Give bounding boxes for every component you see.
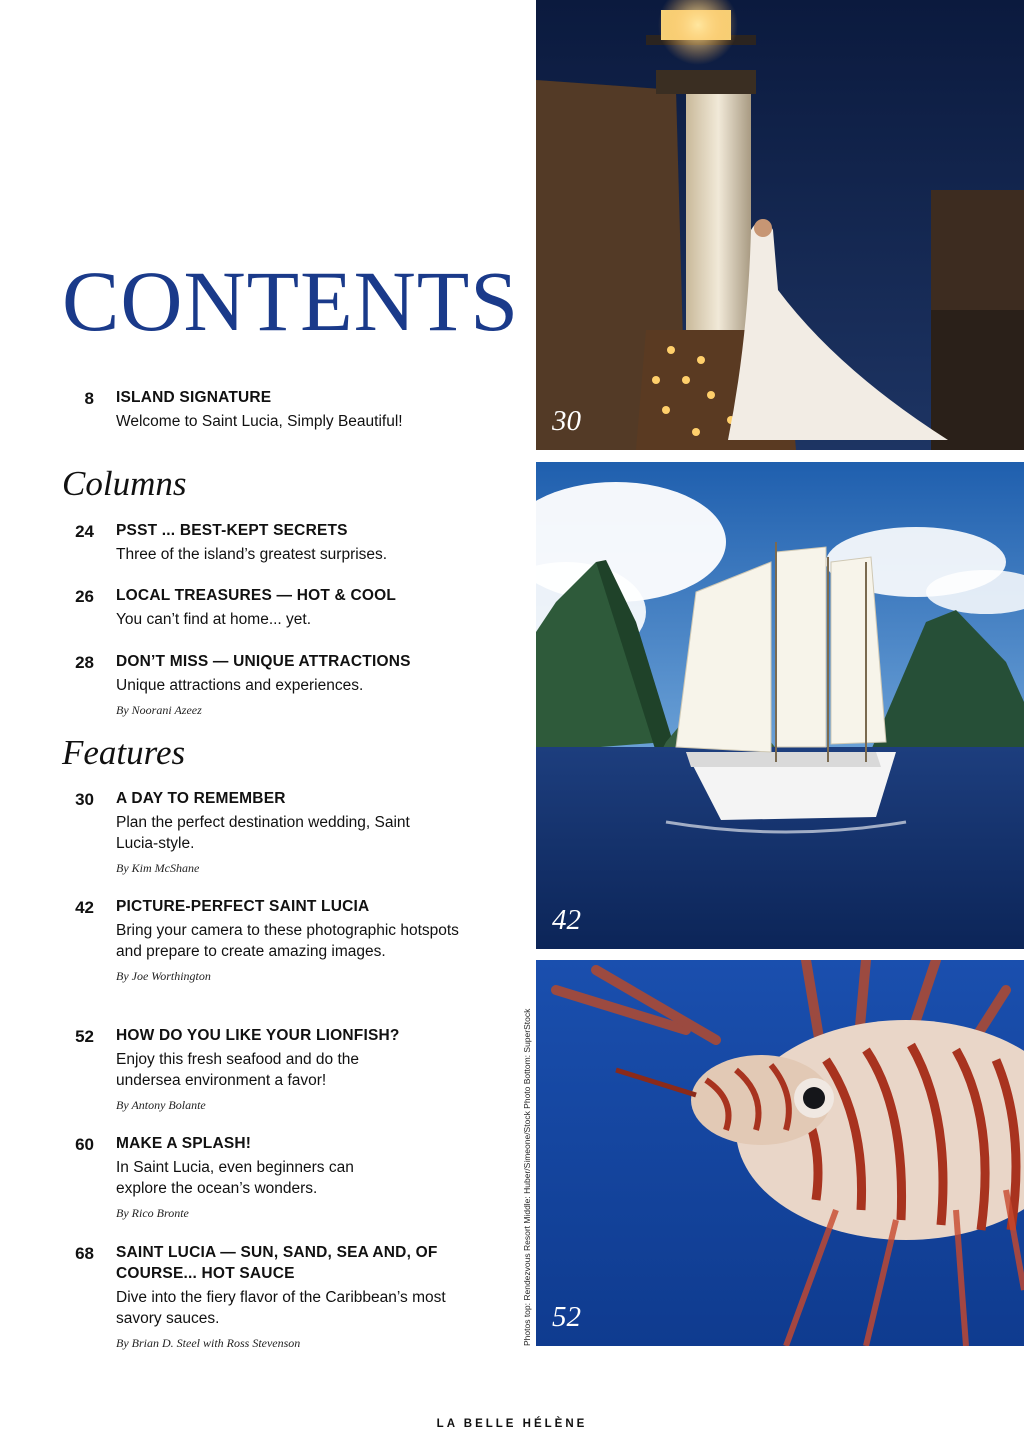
photo-page-number: 42 — [552, 904, 581, 936]
page-number: 28 — [75, 653, 94, 672]
toc-entry[interactable] — [62, 521, 482, 566]
photo-credit: Photos top: Rendezvous Resort Middle: Huber/Simeone/Stock Photo Bottom: SuperStock — [522, 1008, 532, 1346]
entry-byline: By Noorani Azeez — [116, 702, 202, 717]
entry-title: A DAY TO REMEMBER — [116, 790, 286, 807]
toc-entry[interactable] — [62, 1134, 482, 1221]
toc-entry-island-signature[interactable] — [62, 388, 482, 433]
entry-description: Unique attractions and experiences. — [116, 676, 364, 694]
entry-description: Dive into the fiery flavor of the Caribbean’s most savory sauces. — [116, 1288, 446, 1327]
photo-tall-ship[interactable] — [536, 462, 1024, 949]
page-number: 8 — [84, 389, 94, 408]
page-number: 68 — [75, 1244, 94, 1263]
entry-title: PSST ... BEST-KEPT SECRETS — [116, 522, 348, 539]
photo-page-number: 52 — [552, 1301, 581, 1333]
page-number: 60 — [75, 1135, 94, 1154]
entry-description: Enjoy this fresh seafood and do the undersea environment a favor! — [116, 1050, 359, 1089]
entry-byline: By Brian D. Steel with Ross Stevenson — [116, 1335, 301, 1350]
entry-byline: By Antony Bolante — [116, 1097, 206, 1112]
page-number: 24 — [75, 522, 94, 541]
entry-description: Welcome to Saint Lucia, Simply Beautiful! — [116, 412, 403, 430]
columns-heading: Columns — [62, 464, 187, 503]
entry-description: You can’t find at home... yet. — [116, 610, 312, 628]
wedding-lighthouse-image — [536, 0, 1024, 450]
page-number: 42 — [75, 898, 94, 917]
entry-title: DON’T MISS — UNIQUE ATTRACTIONS — [116, 653, 411, 670]
photo-page-number: 30 — [552, 405, 581, 437]
lionfish-image — [536, 960, 1024, 1346]
tall-ship-image — [536, 462, 1024, 949]
entry-byline: By Rico Bronte — [116, 1205, 189, 1220]
page-number: 26 — [75, 587, 94, 606]
toc-entry[interactable] — [62, 586, 482, 631]
photo-lionfish[interactable] — [536, 960, 1024, 1346]
entry-title: HOW DO YOU LIKE YOUR LIONFISH? — [116, 1027, 400, 1044]
page-title: CONTENTS — [62, 253, 520, 349]
page-number: 52 — [75, 1027, 94, 1046]
features-heading: Features — [62, 733, 186, 772]
entry-description: In Saint Lucia, even beginners can explore the ocean’s wonders. — [116, 1158, 354, 1197]
toc-entry[interactable] — [62, 1026, 482, 1113]
entry-description: Three of the island’s greatest surprises. — [116, 545, 388, 563]
page-number: 30 — [75, 790, 94, 809]
entry-description: Bring your camera to these photographic hotspots and prepare to create amazing images. — [116, 921, 459, 960]
photo-wedding-lighthouse[interactable] — [536, 0, 1024, 450]
entry-title: PICTURE-PERFECT SAINT LUCIA — [116, 898, 370, 915]
toc-entry[interactable] — [62, 897, 482, 984]
entry-description: Plan the perfect destination wedding, Saint Lucia-style. — [116, 813, 410, 852]
toc-entry[interactable] — [62, 1243, 482, 1351]
entry-title: MAKE A SPLASH! — [116, 1135, 252, 1152]
entry-title: SAINT LUCIA — SUN, SAND, SEA AND, OF COURSE... HOT SAUCE — [116, 1244, 438, 1282]
entry-byline: By Joe Worthington — [116, 968, 211, 983]
entry-title: ISLAND SIGNATURE — [116, 389, 272, 406]
toc-entry[interactable] — [62, 652, 482, 718]
footer-masthead: LA BELLE HÉLÈNE — [436, 1418, 588, 1430]
toc-entry[interactable] — [62, 789, 482, 876]
entry-byline: By Kim McShane — [116, 860, 200, 875]
entry-title: LOCAL TREASURES — HOT & COOL — [116, 587, 397, 604]
